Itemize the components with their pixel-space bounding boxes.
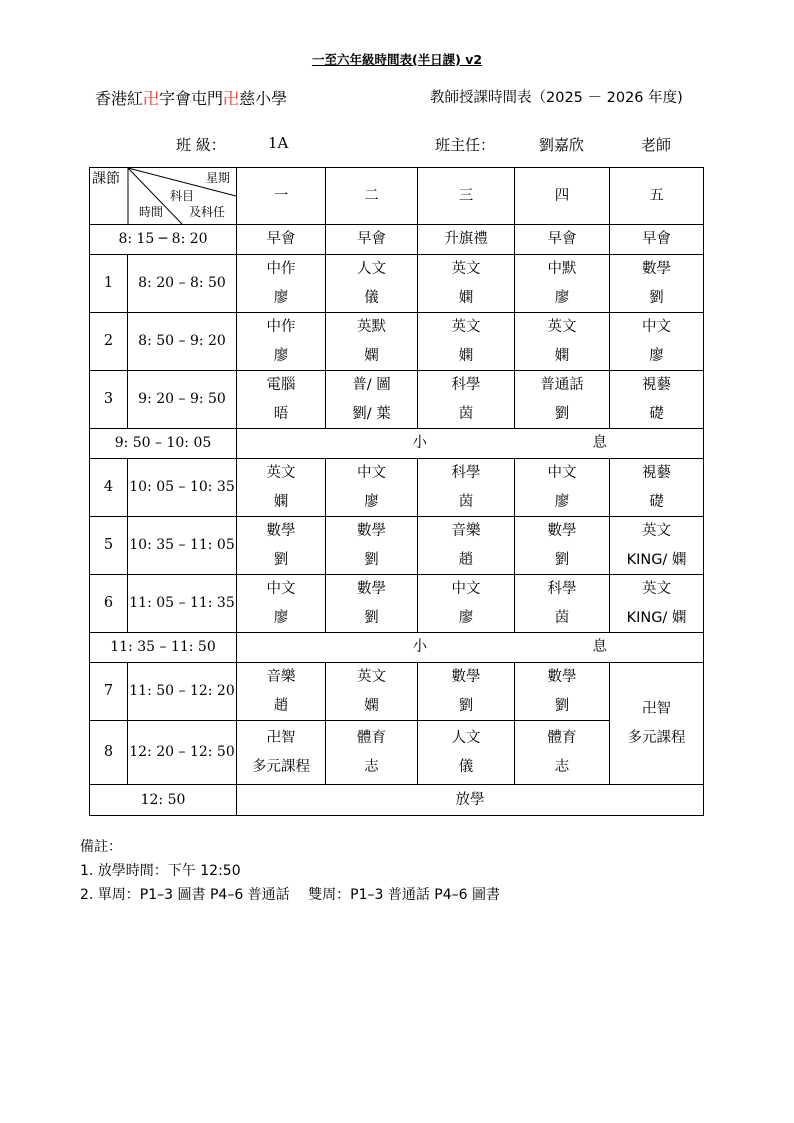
- lesson-cell: [418, 459, 515, 517]
- subject: 多元課程: [252, 758, 310, 775]
- subject: 科學: [451, 465, 481, 481]
- lesson-cell: [515, 517, 610, 575]
- teacher: 劉: [364, 609, 379, 626]
- teacher: 志: [364, 758, 379, 775]
- recess-left: 小: [412, 435, 427, 451]
- lesson-cell: [237, 721, 326, 785]
- lesson-cell: [418, 371, 515, 429]
- lesson-cell: [326, 371, 418, 429]
- period-number: 1: [90, 255, 128, 313]
- lesson-cell: [418, 575, 515, 633]
- subject: 科學: [547, 581, 577, 597]
- teacher: 廖: [554, 493, 570, 510]
- teacher: 嫻: [458, 347, 474, 364]
- teacher: 趙: [458, 551, 474, 568]
- school-name-part: 香港紅: [95, 89, 144, 108]
- assembly-row: [90, 225, 704, 255]
- lesson-cell: [515, 313, 610, 371]
- subject: 英文: [642, 581, 671, 597]
- header-row: [90, 168, 704, 225]
- period-number: 4: [90, 459, 128, 517]
- subject: 英文: [547, 319, 577, 335]
- teacher: 廖: [273, 609, 289, 626]
- period-number: 2: [90, 313, 128, 371]
- subject: 中文: [642, 319, 671, 335]
- assembly-time: 8: 15 ─ 8: 20: [90, 225, 237, 255]
- period-row: [90, 575, 704, 633]
- recess-right: 息: [592, 639, 607, 655]
- subject: 電腦: [266, 377, 296, 393]
- teacher: 劉: [364, 551, 379, 568]
- lesson-cell: [237, 517, 326, 575]
- teacher: 礎: [649, 493, 664, 510]
- subject: 中默: [547, 261, 577, 277]
- recess-time: 9: 50 – 10: 05: [90, 429, 237, 459]
- lesson-cell: [237, 575, 326, 633]
- recess-cell: [237, 633, 704, 663]
- teacher: 劉: [458, 697, 474, 714]
- subject: 數學: [357, 523, 386, 539]
- subject: 人文: [451, 730, 481, 746]
- teacher: 茵: [554, 609, 570, 626]
- lesson-cell: [418, 663, 515, 721]
- recess-row: [90, 633, 704, 663]
- school-name-part: 字會屯門: [159, 89, 224, 108]
- lesson-cell: [326, 517, 418, 575]
- teacher: 礎: [649, 405, 664, 422]
- period-time: 10: 35 – 11: 05: [128, 517, 237, 575]
- subject: 卍智: [266, 730, 296, 746]
- recess-row: [90, 429, 704, 459]
- lesson-cell: [515, 721, 610, 785]
- teacher: 儀: [458, 758, 474, 775]
- day-header: 三: [418, 168, 515, 225]
- teacher: 劉: [273, 551, 289, 568]
- subject: 數學: [266, 523, 296, 539]
- corner-cell: [90, 168, 237, 225]
- teacher: 嫻: [364, 697, 379, 714]
- teacher: 嫻: [554, 347, 570, 364]
- teacher: 劉/ 葉: [352, 405, 391, 422]
- teacher: 茵: [458, 405, 474, 422]
- subject: 英文: [451, 319, 481, 335]
- assembly-cell: 早會: [515, 225, 610, 255]
- teacher: 廖: [458, 609, 474, 626]
- period-time: 11: 50 – 12: 20: [128, 663, 237, 721]
- lesson-cell: [418, 721, 515, 785]
- period-row: [90, 313, 704, 371]
- teacher: 劉: [554, 697, 570, 714]
- school-name-part: 慈小學: [239, 89, 288, 108]
- lesson-cell: [610, 255, 704, 313]
- corner-time-label: 時間: [139, 205, 164, 219]
- lesson-cell: [237, 459, 326, 517]
- corner-teacher-label: 及科任: [189, 205, 226, 219]
- subject: 數學: [547, 669, 577, 685]
- subject: 音樂: [266, 669, 296, 685]
- corner-weekday-label: 星期: [206, 171, 231, 185]
- teacher: 廖: [273, 289, 289, 306]
- recess-right: 息: [592, 435, 607, 451]
- teacher: 廖: [649, 347, 664, 364]
- subject: 英文: [642, 523, 671, 539]
- teacher: 茵: [458, 493, 474, 510]
- subject: 中文: [451, 581, 481, 597]
- period-time: 10: 05 – 10: 35: [128, 459, 237, 517]
- recess-time: 11: 35 – 11: 50: [90, 633, 237, 663]
- lesson-cell: [237, 255, 326, 313]
- note-item: 2. 單周：P1–3 圖書 P4–6 普通話 雙周：P1–3 普通話 P4–6 圖書: [80, 887, 500, 903]
- lesson-cell: [418, 313, 515, 371]
- lesson-cell: [610, 371, 704, 429]
- document-title: 一至六年級時間表(半日課) v2: [311, 52, 483, 67]
- assembly-cell: 早會: [326, 225, 418, 255]
- period-number: 3: [90, 371, 128, 429]
- lesson-cell: [326, 721, 418, 785]
- school-emblem-char: 卍: [223, 89, 240, 108]
- period-row: [90, 517, 704, 575]
- teacher: 趙: [273, 697, 289, 714]
- subject: 視藝: [642, 465, 671, 481]
- dismissal-row: [90, 785, 704, 816]
- school-name: [95, 86, 287, 109]
- lesson-cell: [515, 575, 610, 633]
- subject: 體育: [357, 730, 386, 746]
- subject: 視藝: [642, 377, 671, 393]
- note-item: 1. 放學時間：下午 12:50: [80, 863, 241, 879]
- subject: 英默: [357, 319, 386, 335]
- corner-subject-label: 科目: [170, 189, 195, 203]
- lesson-cell: [326, 575, 418, 633]
- teacher: 嫻: [458, 289, 474, 306]
- lesson-cell: [326, 663, 418, 721]
- subject: 中文: [547, 465, 577, 481]
- period-number: 8: [90, 721, 128, 785]
- teacher: 劉: [649, 289, 664, 306]
- subject: 多元課程: [627, 729, 686, 746]
- lesson-cell: [610, 313, 704, 371]
- subject: 英文: [266, 465, 296, 481]
- lesson-cell: [515, 459, 610, 517]
- lesson-cell: [237, 663, 326, 721]
- day-header: 四: [515, 168, 610, 225]
- lesson-cell: [237, 371, 326, 429]
- teacher: 廖: [364, 493, 379, 510]
- subject: 卍智: [642, 701, 671, 717]
- teacher: 儀: [364, 289, 379, 306]
- teacher: KING/ 嫻: [626, 551, 687, 568]
- period-number: 5: [90, 517, 128, 575]
- subject: 科學: [451, 377, 481, 393]
- class-value: 1A: [268, 134, 289, 152]
- subject: 數學: [357, 581, 386, 597]
- teacher-name: 劉嘉欣: [539, 136, 585, 154]
- lesson-cell: [515, 255, 610, 313]
- subject: 數學: [547, 523, 577, 539]
- subject: 中作: [266, 319, 296, 335]
- period-row: [90, 459, 704, 517]
- recess-cell: [237, 429, 704, 459]
- corner-period-label: 課節: [92, 171, 120, 187]
- recess-left: 小: [412, 639, 427, 655]
- period-time: 8: 50 – 9: 20: [128, 313, 237, 371]
- assembly-cell: 升旗禮: [418, 225, 515, 255]
- day-header: 二: [326, 168, 418, 225]
- period-time: 12: 20 – 12: 50: [128, 721, 237, 785]
- teacher: 劉: [554, 551, 570, 568]
- subject: 普通話: [540, 377, 584, 393]
- lesson-cell: [610, 459, 704, 517]
- subject: 中文: [357, 465, 386, 481]
- period-row: [90, 663, 704, 721]
- class-label: 班 級：: [176, 136, 226, 154]
- subject: 中作: [266, 261, 296, 277]
- school-emblem-char: 卍: [143, 89, 160, 108]
- subject: 體育: [547, 730, 577, 746]
- period-time: 11: 05 – 11: 35: [128, 575, 237, 633]
- teacher: 志: [554, 758, 570, 775]
- teacher: KING/ 嫻: [626, 609, 687, 626]
- notes-heading: 備註：: [80, 839, 122, 855]
- lesson-cell: [418, 517, 515, 575]
- dismissal-cell: 放學: [237, 785, 704, 816]
- lesson-cell: [237, 313, 326, 371]
- teacher: 晤: [273, 405, 289, 422]
- lesson-cell: [326, 255, 418, 313]
- lesson-cell: [515, 663, 610, 721]
- lesson-cell: [515, 371, 610, 429]
- timetable: [89, 167, 704, 816]
- teacher: 廖: [554, 289, 570, 306]
- day-header: 一: [237, 168, 326, 225]
- period-time: 8: 20 – 8: 50: [128, 255, 237, 313]
- academic-year: 教師授課時間表（2025 － 2026 年度): [430, 90, 683, 106]
- lesson-cell: [326, 313, 418, 371]
- subject: 數學: [451, 669, 481, 685]
- lesson-cell: [418, 255, 515, 313]
- lesson-cell: [326, 459, 418, 517]
- teacher-label: 班主任：: [435, 136, 496, 154]
- teacher: 嫻: [273, 493, 289, 510]
- friday-p78-cell: [610, 663, 704, 785]
- teacher: 廖: [273, 347, 289, 364]
- period-row: [90, 371, 704, 429]
- subject: 數學: [642, 261, 671, 277]
- lesson-cell: [610, 575, 704, 633]
- period-number: 7: [90, 663, 128, 721]
- subject: 英文: [451, 261, 481, 277]
- dismissal-time: 12: 50: [90, 785, 237, 816]
- assembly-cell: 早會: [610, 225, 704, 255]
- day-header: 五: [610, 168, 704, 225]
- lesson-cell: [610, 517, 704, 575]
- subject: 人文: [357, 261, 386, 277]
- teacher-title: 老師: [641, 136, 672, 154]
- subject: 英文: [357, 669, 386, 685]
- teacher: 劉: [554, 405, 570, 422]
- notes: [80, 835, 500, 907]
- period-row: [90, 255, 704, 313]
- subject: 中文: [266, 581, 296, 597]
- assembly-cell: 早會: [237, 225, 326, 255]
- subject: 音樂: [451, 523, 481, 539]
- teacher: 嫻: [364, 347, 379, 364]
- subject: 普/ 圖: [352, 377, 391, 393]
- period-number: 6: [90, 575, 128, 633]
- period-time: 9: 20 – 9: 50: [128, 371, 237, 429]
